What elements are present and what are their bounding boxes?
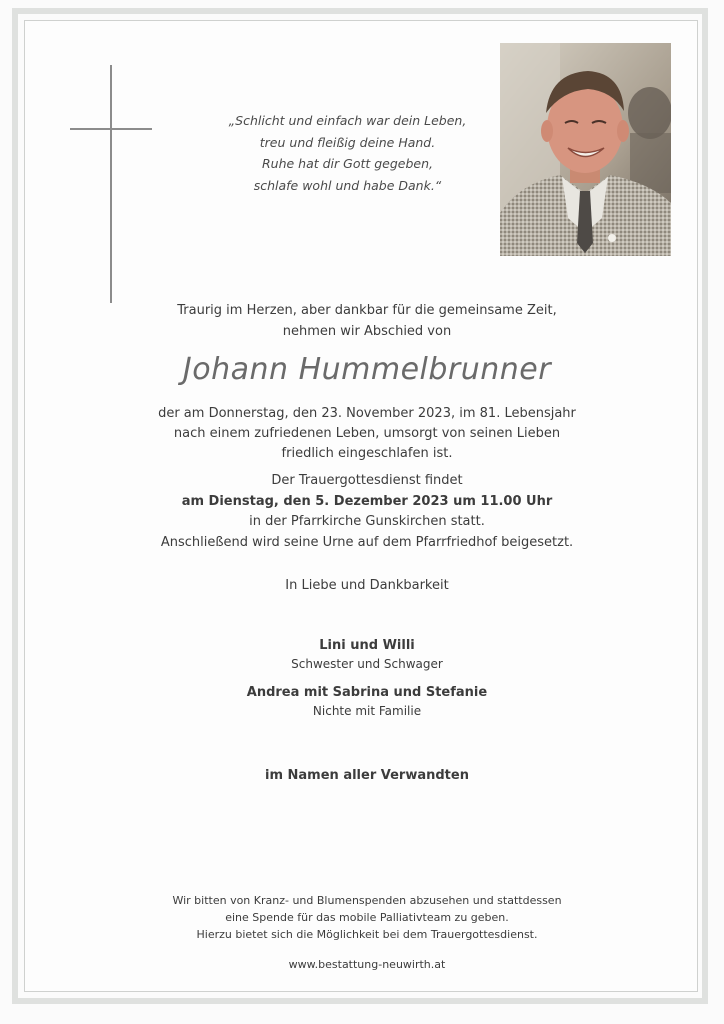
- funeral-service-info: [100, 471, 634, 553]
- family-role: Nichte mit Familie: [312, 704, 422, 718]
- on-behalf-text: im Namen aller Verwandten: [265, 768, 469, 783]
- death-notice-line: friedlich eingeschlafen ist.: [281, 446, 453, 461]
- quote-line: treu und fleißig deine Hand.: [259, 134, 436, 150]
- footer-line: Wir bitten von Kranz- und Blumenspenden abzusehen und stattdessen: [172, 894, 562, 907]
- quote-line: Ruhe hat dir Gott gegeben,: [261, 156, 434, 171]
- family-name: Andrea mit Sabrina und Stefanie: [246, 685, 488, 700]
- family-entry: [100, 636, 634, 674]
- family-name: Lini und Willi: [319, 638, 415, 653]
- closing-text: In Liebe und Dankbarkeit: [285, 578, 449, 593]
- quote-line: „Schlicht und einfach war dein Leben,: [228, 113, 467, 128]
- memorial-quote: [220, 110, 475, 196]
- intro-line: Traurig im Herzen, aber dankbar für die gemeinsame Zeit,: [177, 303, 557, 318]
- intro-text: [100, 300, 634, 342]
- footer-line: Hierzu bietet sich die Möglichkeit bei dem Trauergottesdienst.: [196, 928, 538, 941]
- deceased-name: Johann Hummelbrunner: [182, 352, 552, 387]
- quote-line: schlafe wohl und habe Dank.“: [253, 177, 442, 193]
- donation-request: [100, 892, 634, 943]
- burial-info: Anschließend wird seine Urne auf dem Pfarrfriedhof beigesetzt.: [160, 534, 574, 550]
- service-location: in der Pfarrkirche Gunskirchen statt.: [249, 514, 485, 529]
- death-notice-line: nach einem zufriedenen Leben, umsorgt von seinen Lieben: [173, 426, 561, 441]
- family-role: Schwester und Schwager: [291, 657, 443, 671]
- service-date: am Dienstag, den 5. Dezember 2023 um 11.00 Uhr: [181, 493, 553, 509]
- intro-line: nehmen wir Abschied von: [282, 324, 452, 339]
- cross-horizontal-bar: [70, 128, 152, 130]
- cross-vertical-bar: [110, 65, 112, 303]
- death-notice-line: der am Donnerstag, den 23. November 2023, im 81. Lebensjahr: [158, 406, 576, 421]
- footer-line: eine Spende für das mobile Palliativteam zu geben.: [225, 911, 509, 924]
- portrait-photo: [500, 43, 671, 256]
- death-notice: [100, 404, 634, 464]
- service-line: Der Trauergottesdienst findet: [271, 473, 463, 488]
- website-link[interactable]: www.bestattung-neuwirth.at: [288, 958, 446, 971]
- family-entry: [100, 683, 634, 721]
